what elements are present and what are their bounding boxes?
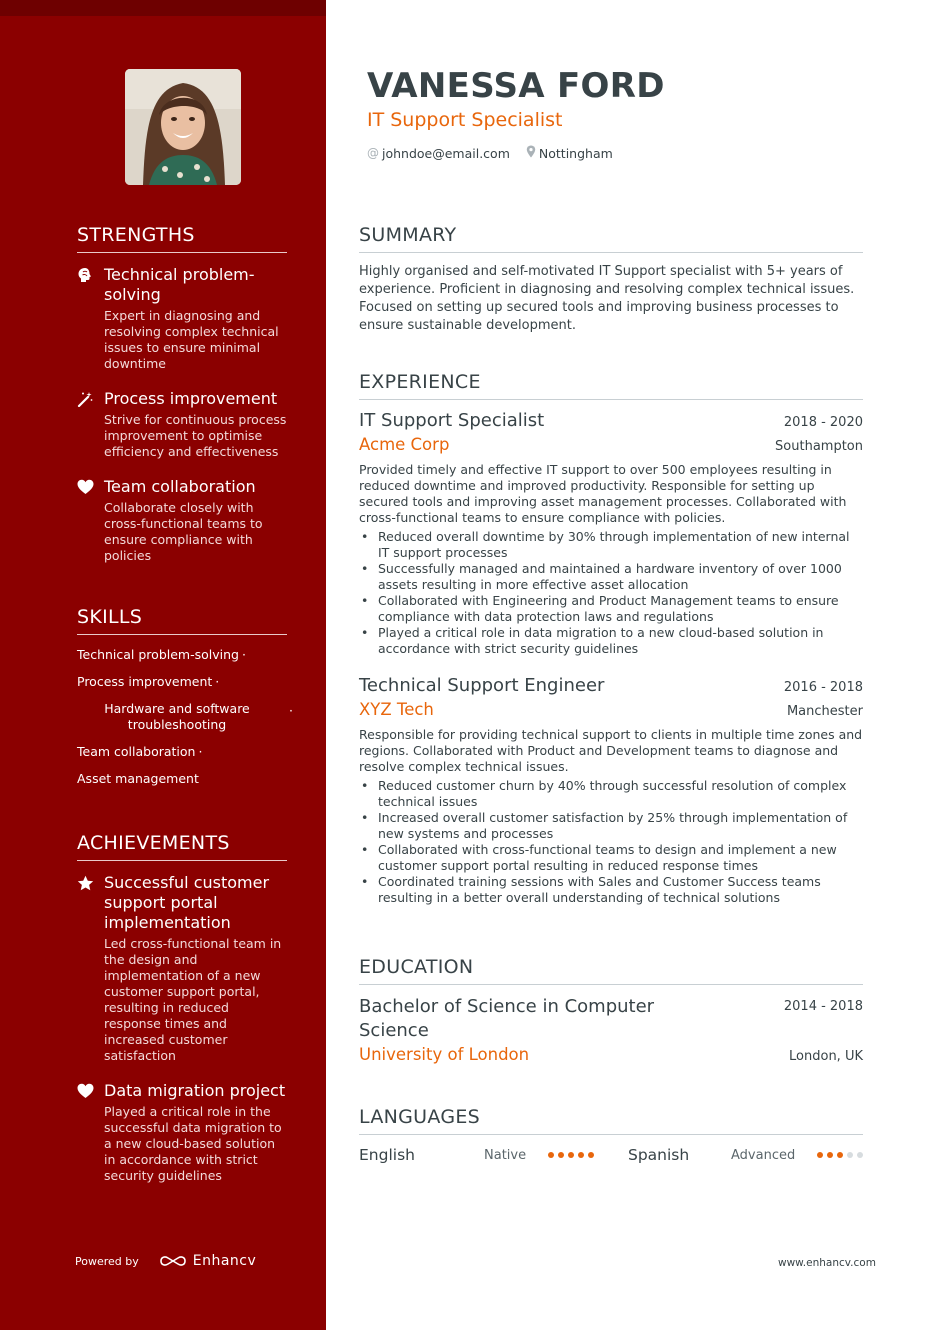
- job-location: Manchester: [786, 704, 863, 719]
- education-dates: 2014 - 2018: [783, 999, 863, 1014]
- powered-by-label: Powered by: [75, 1254, 139, 1268]
- email-text: johndoe@email.com: [382, 145, 510, 161]
- job-title: IT Support Specialist: [359, 410, 545, 431]
- rating-dot: [558, 1152, 564, 1158]
- bullet-item: • Collaborated with Engineering and Product Management teams to ensure compliance with data protection laws and regulations: [359, 593, 863, 625]
- school-name: University of London: [359, 1045, 530, 1064]
- languages-row: [359, 1146, 863, 1164]
- sidebar: [0, 0, 326, 1330]
- job-description: Provided timely and effective IT support to over 500 employees resulting in reduced downtime and improved productivity. Responsible for setting up secured tools and improving asset management processes. Collaborated with cross-functional teams to ensure compliance with policies.: [359, 462, 847, 525]
- language-name: English: [359, 1146, 415, 1164]
- language-rating-english: [544, 1152, 628, 1158]
- summary-section: [359, 224, 863, 335]
- achievement-desc: Played a critical role in the successful data migration to a new cloud-based solution in accordance with strict security guidelines: [104, 1104, 282, 1183]
- contact-info: [367, 145, 629, 161]
- summary-text: Highly organised and self-motivated IT Support specialist with 5+ years of experience. Proficient in diagnosing and resolving complex technical issues. Focused on setting up secured tools and improving business processes to ensure sustainable development.: [359, 264, 855, 333]
- bullet-item: • Played a critical role in data migration to a new cloud-based solution in accordance with strict security guidelines: [359, 625, 863, 657]
- bullet-item: • Successfully managed and maintained a hardware inventory of over 1000 assets resulting in more effective asset allocation: [359, 561, 863, 593]
- bullet-item: • Collaborated with cross-functional teams to design and implement a new customer support portal resulting in reduced response times: [359, 842, 863, 874]
- skill-item: Asset management: [77, 771, 199, 786]
- job-dates: 2016 - 2018: [783, 680, 863, 695]
- website-link[interactable]: www.enhancv.com: [778, 1257, 876, 1269]
- strength-desc: Collaborate closely with cross-functional teams to ensure compliance with policies: [104, 500, 263, 563]
- job-dates: 2018 - 2020: [783, 415, 863, 430]
- experience-section: [359, 371, 863, 906]
- star-icon: [77, 875, 95, 893]
- degree-title: Bachelor of Science in Computer Science: [359, 996, 655, 1041]
- strength-item: [77, 477, 287, 564]
- rating-dot: [548, 1152, 554, 1158]
- job-description: Responsible for providing technical support to clients in multiple time zones and regions. Collaborated with Product and Development teams to diagnose and resolve complex technical issues.: [359, 727, 863, 774]
- skills-list: [77, 647, 293, 787]
- education-section: [359, 956, 863, 1064]
- summary-heading: SUMMARY: [359, 224, 863, 253]
- education-entry: [359, 995, 863, 1064]
- sidebar-top-strip: [0, 0, 326, 16]
- rating-dot: [857, 1152, 863, 1158]
- strengths-heading: STRENGTHS: [77, 224, 287, 253]
- achievement-item: [77, 1081, 287, 1184]
- strengths-section: [77, 224, 287, 581]
- job-bullets: [359, 529, 863, 657]
- powered-by: [75, 1253, 256, 1269]
- skill-item: Hardware and software troubleshooting ·: [104, 701, 293, 732]
- enhancv-brand: Enhancv: [192, 1253, 257, 1269]
- location-contact: [526, 145, 613, 161]
- heart-icon: [77, 1083, 95, 1101]
- achievement-item: [77, 873, 287, 1064]
- rating-dot: [847, 1152, 853, 1158]
- job-company: Acme Corp: [359, 435, 450, 454]
- location-pin-icon: [526, 145, 536, 161]
- skill-item: Process improvement ·: [77, 674, 220, 689]
- enhancv-logo-icon: [157, 1253, 189, 1269]
- achievements-heading: ACHIEVEMENTS: [77, 832, 287, 861]
- bullet-item: • Reduced overall downtime by 30% through implementation of new internal IT support processes: [359, 529, 863, 561]
- language-level: Native: [484, 1147, 527, 1163]
- job-company: XYZ Tech: [359, 700, 434, 719]
- job-entry: [359, 410, 863, 657]
- strength-title: Technical problem-solving: [104, 265, 255, 304]
- strength-item: [77, 389, 287, 460]
- achievement-title: Successful customer support portal implementation: [104, 873, 270, 932]
- skill-item: Team collaboration ·: [77, 744, 203, 759]
- bullet-item: • Increased overall customer satisfaction by 25% through implementation of new systems and processes: [359, 810, 863, 842]
- brain-icon: [77, 267, 95, 285]
- candidate-name: VANESSA FORD: [367, 66, 665, 106]
- rating-dot: [817, 1152, 823, 1158]
- candidate-role: IT Support Specialist: [367, 109, 563, 131]
- skill-item: Technical problem-solving ·: [77, 647, 246, 662]
- experience-heading: EXPERIENCE: [359, 371, 863, 400]
- language-rating-spanish: [813, 1152, 863, 1158]
- email-contact[interactable]: [367, 146, 510, 161]
- languages-section: [359, 1106, 863, 1164]
- job-bullets: [359, 778, 863, 906]
- strength-desc: Strive for continuous process improvement to optimise efficiency and effectiveness: [104, 412, 287, 459]
- school-location: London, UK: [789, 1049, 863, 1064]
- heart-icon: [77, 479, 95, 497]
- at-sign-icon: @: [367, 146, 379, 160]
- skills-section: [77, 606, 293, 798]
- achievement-title: Data migration project: [104, 1081, 286, 1100]
- strength-title: Process improvement: [104, 389, 278, 408]
- rating-dot: [568, 1152, 574, 1158]
- skills-heading: SKILLS: [77, 606, 287, 635]
- job-location: Southampton: [775, 439, 863, 454]
- location-text: Nottingham: [538, 145, 613, 161]
- profile-photo: [125, 69, 241, 185]
- language-level: Advanced: [731, 1147, 796, 1163]
- bullet-item: • Coordinated training sessions with Sales and Customer Success teams resulting in a better overall understanding of technical solutions: [359, 874, 863, 906]
- enhancv-logo[interactable]: [157, 1253, 257, 1269]
- rating-dot: [837, 1152, 843, 1158]
- achievements-section: [77, 832, 287, 1201]
- magic-wand-icon: [77, 391, 95, 409]
- language-name: Spanish: [628, 1146, 690, 1164]
- job-title: Technical Support Engineer: [359, 675, 605, 696]
- rating-dot: [588, 1152, 594, 1158]
- languages-heading: LANGUAGES: [359, 1106, 863, 1135]
- education-heading: EDUCATION: [359, 956, 863, 985]
- achievement-desc: Led cross-functional team in the design and implementation of a new customer support portal, resulting in reduced response times and increased customer satisfaction: [104, 936, 282, 1063]
- rating-dot: [578, 1152, 584, 1158]
- strength-title: Team collaboration: [104, 477, 256, 496]
- strength-item: [77, 265, 287, 372]
- strength-desc: Expert in diagnosing and resolving complex technical issues to ensure minimal downtime: [104, 308, 279, 371]
- rating-dot: [827, 1152, 833, 1158]
- bullet-item: • Reduced customer churn by 40% through successful resolution of complex technical issues: [359, 778, 863, 810]
- job-entry: [359, 675, 863, 906]
